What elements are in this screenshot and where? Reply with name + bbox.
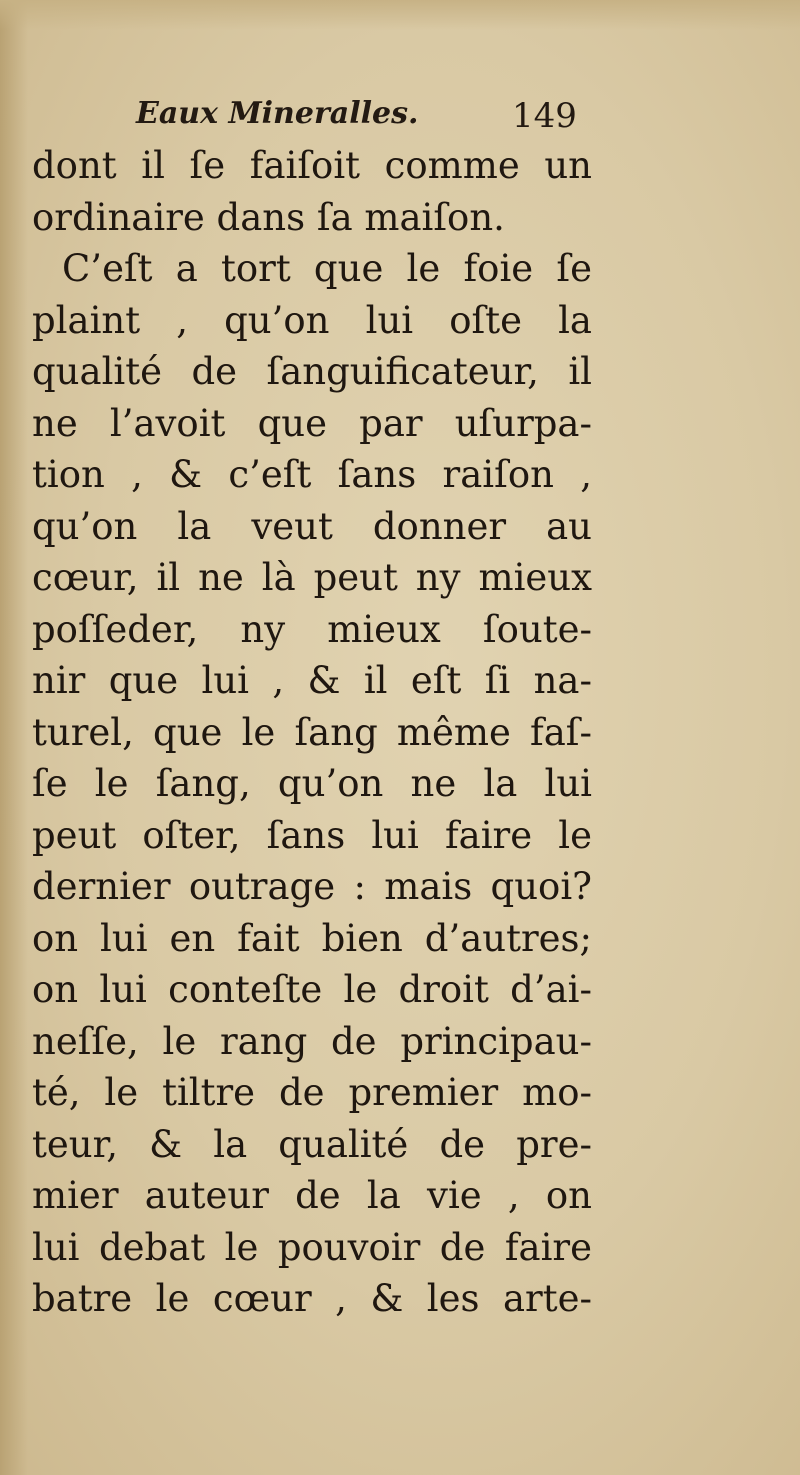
- text-line: ſe le ſang, qu’on ne la lui: [32, 762, 592, 805]
- text-line: peut oſter, ſans lui faire le: [32, 813, 592, 857]
- text-line: on lui en fait bien d’autres;: [32, 916, 592, 960]
- text-line: neſſe, le rang de principau-: [32, 1019, 592, 1063]
- text-line: teur, & la qualité de pre-: [32, 1122, 592, 1166]
- text-line: turel, que le ſang même faſ-: [32, 710, 592, 754]
- text-line: batre le cœur , & les arte-: [32, 1277, 592, 1320]
- text-line: plaint , qu’on lui oſte la: [32, 298, 592, 342]
- page-header: [0, 96, 800, 146]
- text-line: dont il ſe faiſoit comme un: [32, 144, 592, 187]
- text-line: té, le tiltre de premier mo-: [32, 1071, 592, 1114]
- text-line: ne l’avoit que par uſurpa-: [32, 401, 592, 445]
- text-line: dernier outrage : mais quoi?: [32, 865, 592, 908]
- text-line: qualité de ſanguificateur, il: [32, 350, 592, 393]
- page-number: 149: [512, 96, 577, 136]
- text-line: on lui conteſte le droit d’ai-: [32, 968, 592, 1011]
- text-line: ordinaire dans ſa maiſon.: [32, 195, 505, 239]
- binding-shadow: [0, 0, 28, 1475]
- text-line: C’eſt a tort que le foie ſe: [62, 247, 592, 290]
- text-line: poſſeder, ny mieux ſoute-: [32, 607, 592, 651]
- text-line: cœur, il ne là peut ny mieux: [32, 556, 592, 599]
- text-line: qu’on la veut donner au: [32, 504, 592, 548]
- body-text: [32, 140, 592, 1325]
- text-line: mier auteur de la vie , on: [32, 1174, 592, 1217]
- text-line: lui debat le pouvoir de faire: [32, 1225, 592, 1269]
- text-line: nir que lui , & il eſt ſi na-: [32, 659, 592, 702]
- top-edge-shade: [0, 0, 800, 30]
- text-line: tion , & c’eſt ſans raiſon ,: [32, 453, 592, 496]
- running-head: Eaux Mineralles.: [136, 96, 419, 131]
